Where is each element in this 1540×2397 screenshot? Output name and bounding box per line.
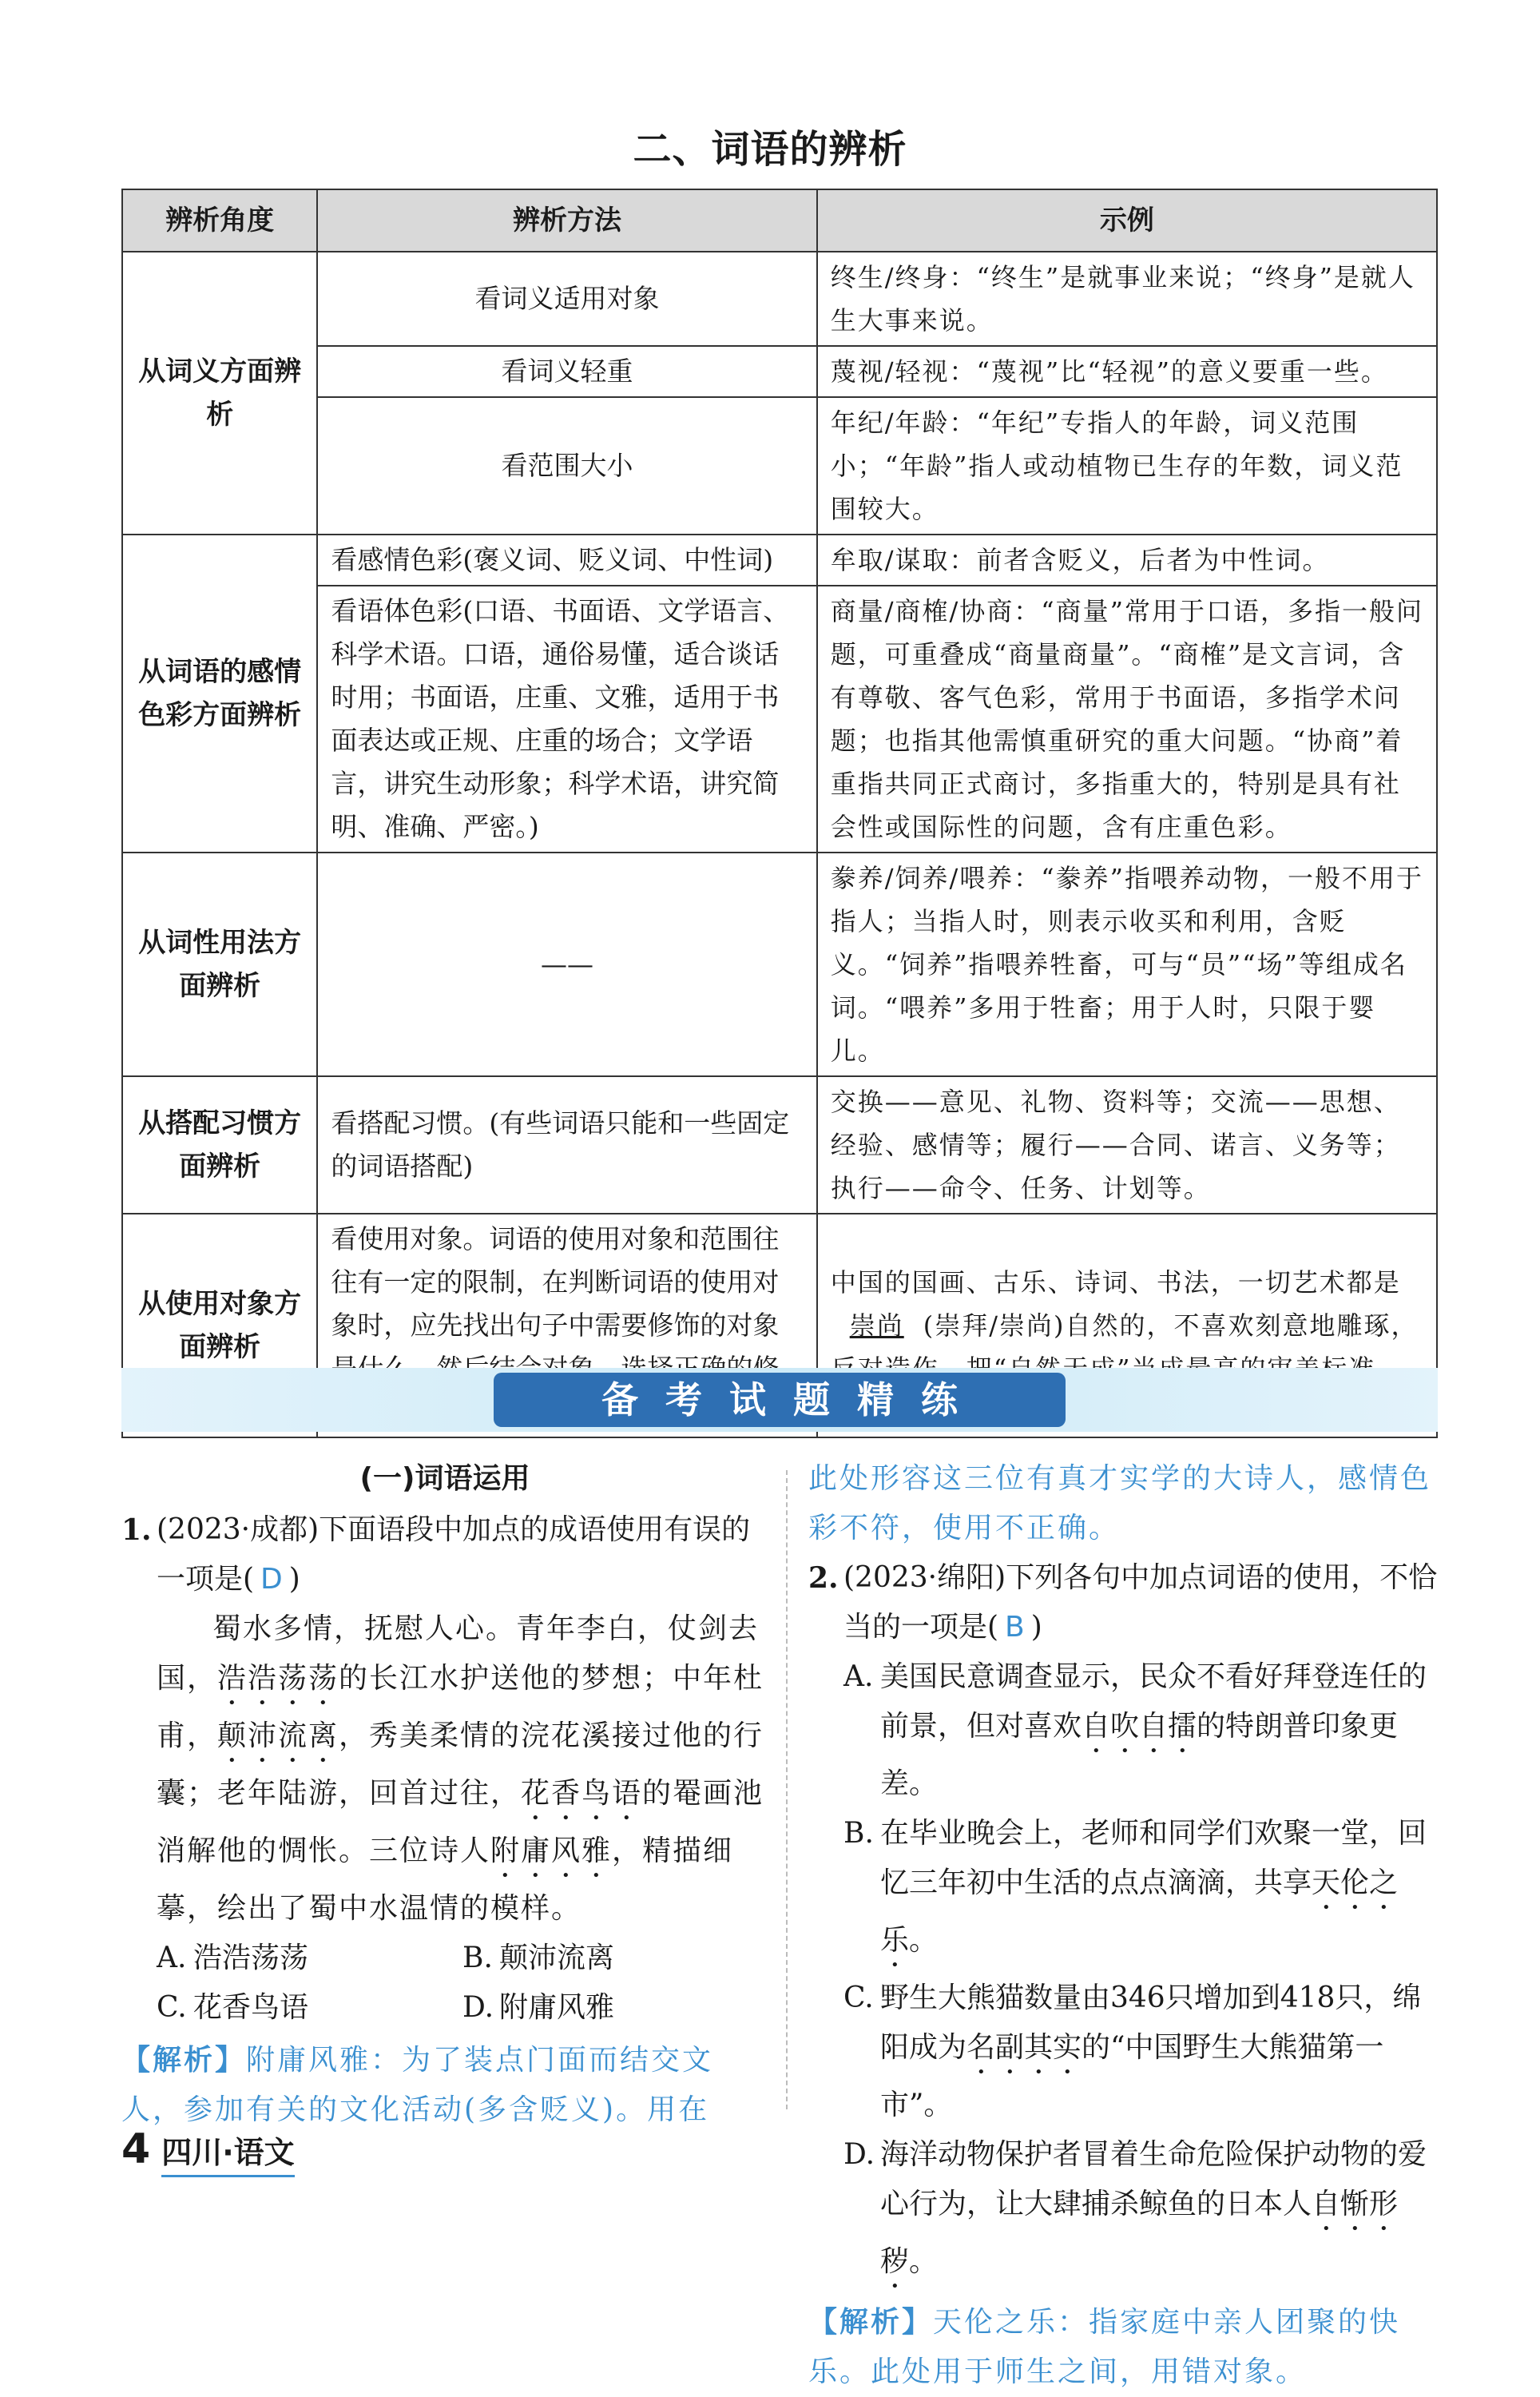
question-number: 1. xyxy=(121,1513,152,1547)
word-analysis-table xyxy=(121,189,1438,1438)
method-cell: 看感情色彩(褒义词、贬义词、中性词) xyxy=(317,535,816,586)
option-d[interactable]: D. 附庸风雅 xyxy=(462,1991,615,2024)
left-column xyxy=(121,1454,768,2135)
example-cell: 商量/商榷/协商：“商量”常用于口语，多指一般问题，可重叠成“商量商量”。“商榷”是文言词，含有尊敬、客气色彩，常用于书面语，多指学术问题；也指其他需慎重研究的重大问题。“协商”着重指共同正式商讨，多指重大的，特别是具有社会性或国际性的问题，含有庄重色彩。 xyxy=(817,586,1437,853)
table-header-row xyxy=(122,189,1437,252)
page-footer xyxy=(121,2125,295,2177)
options-q2 xyxy=(808,1652,1447,2295)
banner-title: 备考试题精练 xyxy=(494,1373,1066,1427)
example-cell: 年纪/年龄：“年纪”专指人的年龄，词义范围小；“年龄”指人或动植物已生存的年数，词义范围较大。 xyxy=(817,397,1437,535)
header-method: 辨析方法 xyxy=(317,189,816,252)
header-angle: 辨析角度 xyxy=(122,189,317,252)
answer-mark: B xyxy=(1005,1611,1025,1644)
right-column xyxy=(808,1454,1447,2397)
table-row xyxy=(122,397,1437,535)
dotted-idiom: 浩浩荡荡 xyxy=(217,1662,339,1695)
passage-text: ，秀美柔情的浣花溪接过他的行囊；老年陆游，回首过往， xyxy=(157,1719,764,1810)
analysis-text: 天伦之乐：指家庭中亲人团聚的快乐。此处用于师生之间，用错对象。 xyxy=(808,2306,1401,2388)
angle-cell: 从搭配习惯方面辨析 xyxy=(122,1076,317,1214)
section-banner xyxy=(121,1368,1438,1432)
section-title: 二、词语的辨析 xyxy=(633,127,907,172)
method-cell: 看语体色彩(口语、书面语、文学语言、科学术语。口语，通俗易懂，适合谈话时用；书面语，庄重、文雅，适用于书面表达或正规、庄重的场合；文学语言，讲究生动形象；科学术语，讲究简明、准确、严密。) xyxy=(317,586,816,853)
angle-cell: 从使用对象方面辨析 xyxy=(122,1214,317,1437)
question-stem: (2023·绵阳)下列各句中加点词语的使用，不恰当的一项是( xyxy=(843,1561,1438,1644)
dotted-idiom: 颠沛流离 xyxy=(217,1719,339,1752)
table-row xyxy=(122,252,1437,346)
method-cell: 看搭配习惯。(有些词语只能和一些固定的词语搭配) xyxy=(317,1076,816,1214)
question-1 xyxy=(121,1505,768,1604)
option-b[interactable]: B. 在毕业晚会上，老师和同学们欢聚一堂，回忆三年初中生活的点点滴滴，共享天伦之乐。 xyxy=(843,1817,1427,1957)
answer-mark: D xyxy=(260,1563,283,1596)
analysis-text: 附庸风雅：为了装点门面而结交文人，参加有关的文化活动(多含贬义)。用在 xyxy=(121,2044,714,2126)
option-c[interactable]: C. 花香鸟语 xyxy=(157,1991,309,2024)
example-text: 中国的国画、古乐、诗词、书法，一切艺术都是 xyxy=(830,1267,1401,1298)
fill-blank-answer: 崇尚 xyxy=(849,1310,904,1341)
question-number: 2. xyxy=(808,1561,839,1595)
passage-text: 的长江水护送他的梦想；中年杜甫， xyxy=(157,1662,764,1752)
table-row xyxy=(122,853,1437,1076)
question-stem-end: ) xyxy=(1030,1611,1042,1644)
example-cell: 蔑视/轻视：“蔑视”比“轻视”的意义要重一些。 xyxy=(817,346,1437,397)
question-stem-end: ) xyxy=(288,1563,300,1596)
dotted-idiom: 自惭形秽 xyxy=(880,2188,1399,2278)
options-q1 xyxy=(121,1934,768,2033)
passage-text: 的罨画池消解他的惆怅。三位诗人 xyxy=(157,1777,764,1867)
page-number: 4 xyxy=(121,2125,151,2173)
example-cell: 交换——意见、礼物、资料等；交流——思想、经验、感情等；履行——合同、诺言、义务等；执行——命令、任务、计划等。 xyxy=(817,1076,1437,1214)
method-cell: 看词义适用对象 xyxy=(317,252,816,346)
passage-text: ，精描细摹，绘出了蜀中水温情的模样。 xyxy=(157,1835,734,1925)
method-cell: 看使用对象。词语的使用对象和范围往往有一定的限制，在判断词语的使用对象时，应先找出句子中需要修饰的对象 xyxy=(317,1214,816,1437)
example-cell: 终生/终身：“终生”是就事业来说；“终身”是就人生大事来说。 xyxy=(817,252,1437,346)
subsection-title: (一)词语运用 xyxy=(359,1462,530,1495)
analysis-q2 xyxy=(808,2298,1447,2397)
dotted-idiom: 自吹自擂 xyxy=(1082,1710,1197,1743)
passage-text: 蜀水多情，抚慰人心。青年李白，仗剑去国， xyxy=(157,1612,760,1695)
dotted-idiom: 附庸风雅 xyxy=(490,1835,613,1867)
table-row xyxy=(122,1076,1437,1214)
option-a[interactable]: A. 浩浩荡荡 xyxy=(157,1942,309,1974)
analysis-tag: 【解析】 xyxy=(808,2306,934,2339)
option-a[interactable]: A. 美国民意调查显示，民众不看好拜登连任的前景，但对喜欢自吹自擂的特朗普印象更差。 xyxy=(843,1660,1427,1800)
option-b[interactable]: B. 颠沛流离 xyxy=(462,1942,615,1974)
method-cell: 看范围大小 xyxy=(317,397,816,535)
analysis-q1 xyxy=(121,2036,768,2135)
option-c[interactable]: C. 野生大熊猫数量由346只增加到418只，绵阳成为名副其实的“中国野生大熊猫第一市”。 xyxy=(843,1982,1422,2121)
angle-cell: 从词语的感情色彩方面辨析 xyxy=(122,535,317,853)
footer-region: 四川·语文 xyxy=(161,2128,294,2177)
table-row xyxy=(122,346,1437,397)
angle-cell: 从词性用法方面辨析 xyxy=(122,853,317,1076)
example-cell: 牟取/谋取：前者含贬义，后者为中性词。 xyxy=(817,535,1437,586)
method-cell: —— xyxy=(317,853,816,1076)
dotted-idiom: 花香鸟语 xyxy=(521,1777,643,1810)
example-cell: 豢养/饲养/喂养：“豢养”指喂养动物，一般不用于指人；当指人时，则表示收买和利用，含贬义。“饲养”指喂养牲畜，可与“员”“场”等组成名词。“喂养”多用于牲畜；用于人时，只限于婴儿。 xyxy=(817,853,1437,1076)
column-divider xyxy=(786,1470,788,2109)
dotted-idiom: 天伦之乐 xyxy=(880,1866,1399,1957)
example-text: (崇拜/崇尚)自然的，不喜欢刻意地雕琢， xyxy=(923,1310,1419,1341)
angle-cell: 从词义方面辨析 xyxy=(122,252,317,535)
option-d[interactable]: D. 海洋动物保护者冒着生命危险保护动物的爱心行为，让大肆捕杀鲸鱼的日本人自惭形秽。 xyxy=(843,2138,1427,2278)
question-2 xyxy=(808,1553,1447,1652)
reading-passage xyxy=(121,1604,768,1934)
table-row xyxy=(122,586,1437,853)
question-stem: (2023·成都)下面语段中加点的成语使用有误的一项是( xyxy=(157,1513,751,1596)
analysis-tag: 【解析】 xyxy=(121,2044,247,2077)
analysis-q1-continued: 此处形容这三位有真才实学的大诗人，感情色彩不符，使用不正确。 xyxy=(808,1462,1432,1544)
header-example: 示例 xyxy=(817,189,1437,252)
method-cell: 看词义轻重 xyxy=(317,346,816,397)
table-row xyxy=(122,535,1437,586)
dotted-idiom: 名副其实 xyxy=(966,2031,1082,2064)
